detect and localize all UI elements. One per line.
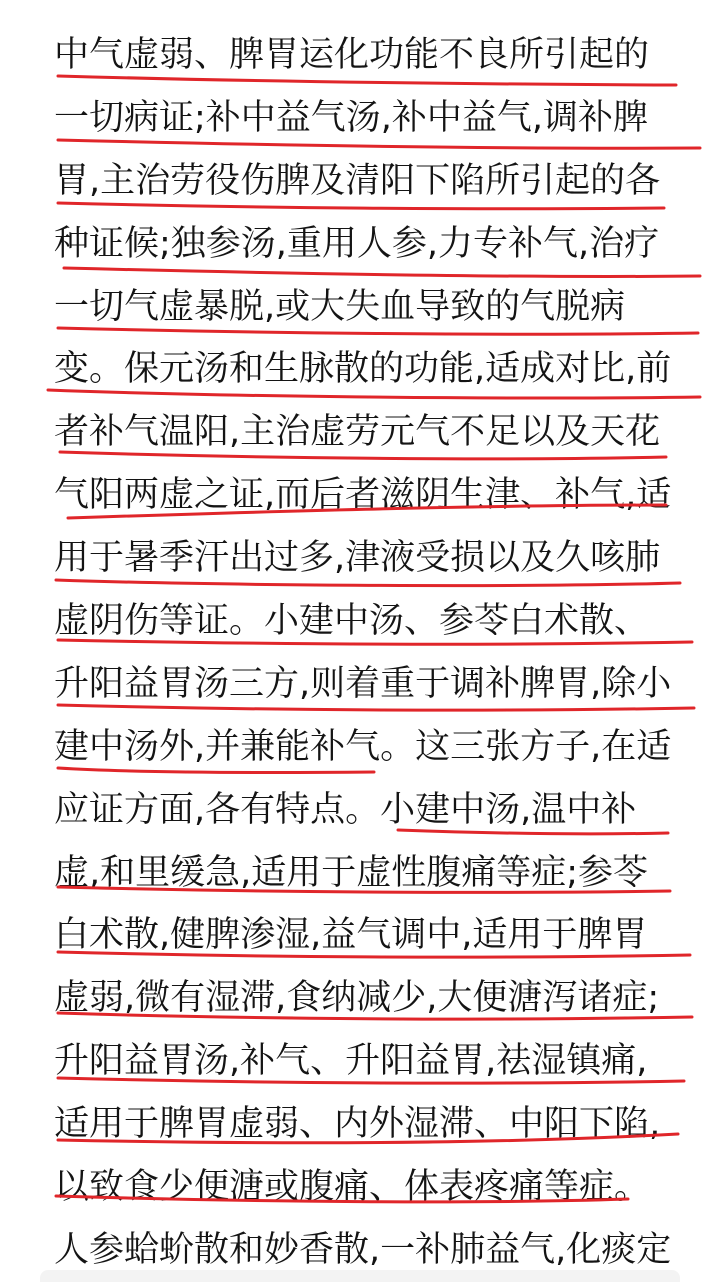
text-line-16: 虚弱,微有湿滞,食纳减少,大便溏泻诸症; bbox=[54, 978, 660, 1019]
text-block bbox=[54, 24, 694, 1282]
text-line-10: 虚阴伤等证。小建中汤、参苓白术散、 bbox=[54, 601, 650, 642]
text-line-9: 用于暑季汗出过多,津液受损以及久咳肺 bbox=[54, 538, 661, 579]
text-line-4: 种证候;独参汤,重用人参,力专补气,治疗 bbox=[54, 223, 660, 264]
text-line-11: 升阳益胃汤三方,则着重于调补脾胃,除小 bbox=[54, 663, 672, 704]
text-line-12: 建中汤外,并兼能补气。这三张方子,在适 bbox=[54, 726, 672, 767]
text-line-3: 胃,主治劳役伤脾及清阳下陷所引起的各 bbox=[54, 160, 661, 201]
text-line-18: 适用于脾胃虚弱、内外湿滞、中阳下陷, bbox=[54, 1104, 661, 1145]
text-line-20: 人参蛤蚧散和妙香散,一补肺益气,化痰定 bbox=[54, 1229, 672, 1270]
text-line-5: 一切气虚暴脱,或大失血导致的气脱病 bbox=[54, 286, 626, 327]
bottom-card-edge bbox=[40, 1270, 680, 1282]
text-line-14: 虚,和里缓急,适用于虚性腹痛等症;参苓 bbox=[54, 852, 649, 893]
text-line-6: 变。保元汤和生脉散的功能,适成对比,前 bbox=[54, 349, 672, 390]
text-line-2: 一切病证;补中益气汤,补中益气,调补脾 bbox=[54, 97, 649, 138]
text-line-13: 应证方面,各有特点。小建中汤,温中补 bbox=[54, 789, 637, 830]
text-line-15: 白术散,健脾渗湿,益气调中,适用于脾胃 bbox=[54, 915, 648, 956]
text-line-8: 气阳两虚之证,而后者滋阴生津、补气,适 bbox=[54, 475, 672, 516]
text-line-17: 升阳益胃汤,补气、升阳益胃,祛湿镇痛, bbox=[54, 1041, 648, 1082]
text-line-1: 中气虚弱、脾胃运化功能不良所引起的 bbox=[54, 35, 650, 75]
text-line-7: 者补气温阳,主治虚劳元气不足以及天花 bbox=[54, 412, 661, 453]
text-line-19: 以致食少便溏或腹痛、体表疼痛等症。 bbox=[54, 1167, 650, 1208]
